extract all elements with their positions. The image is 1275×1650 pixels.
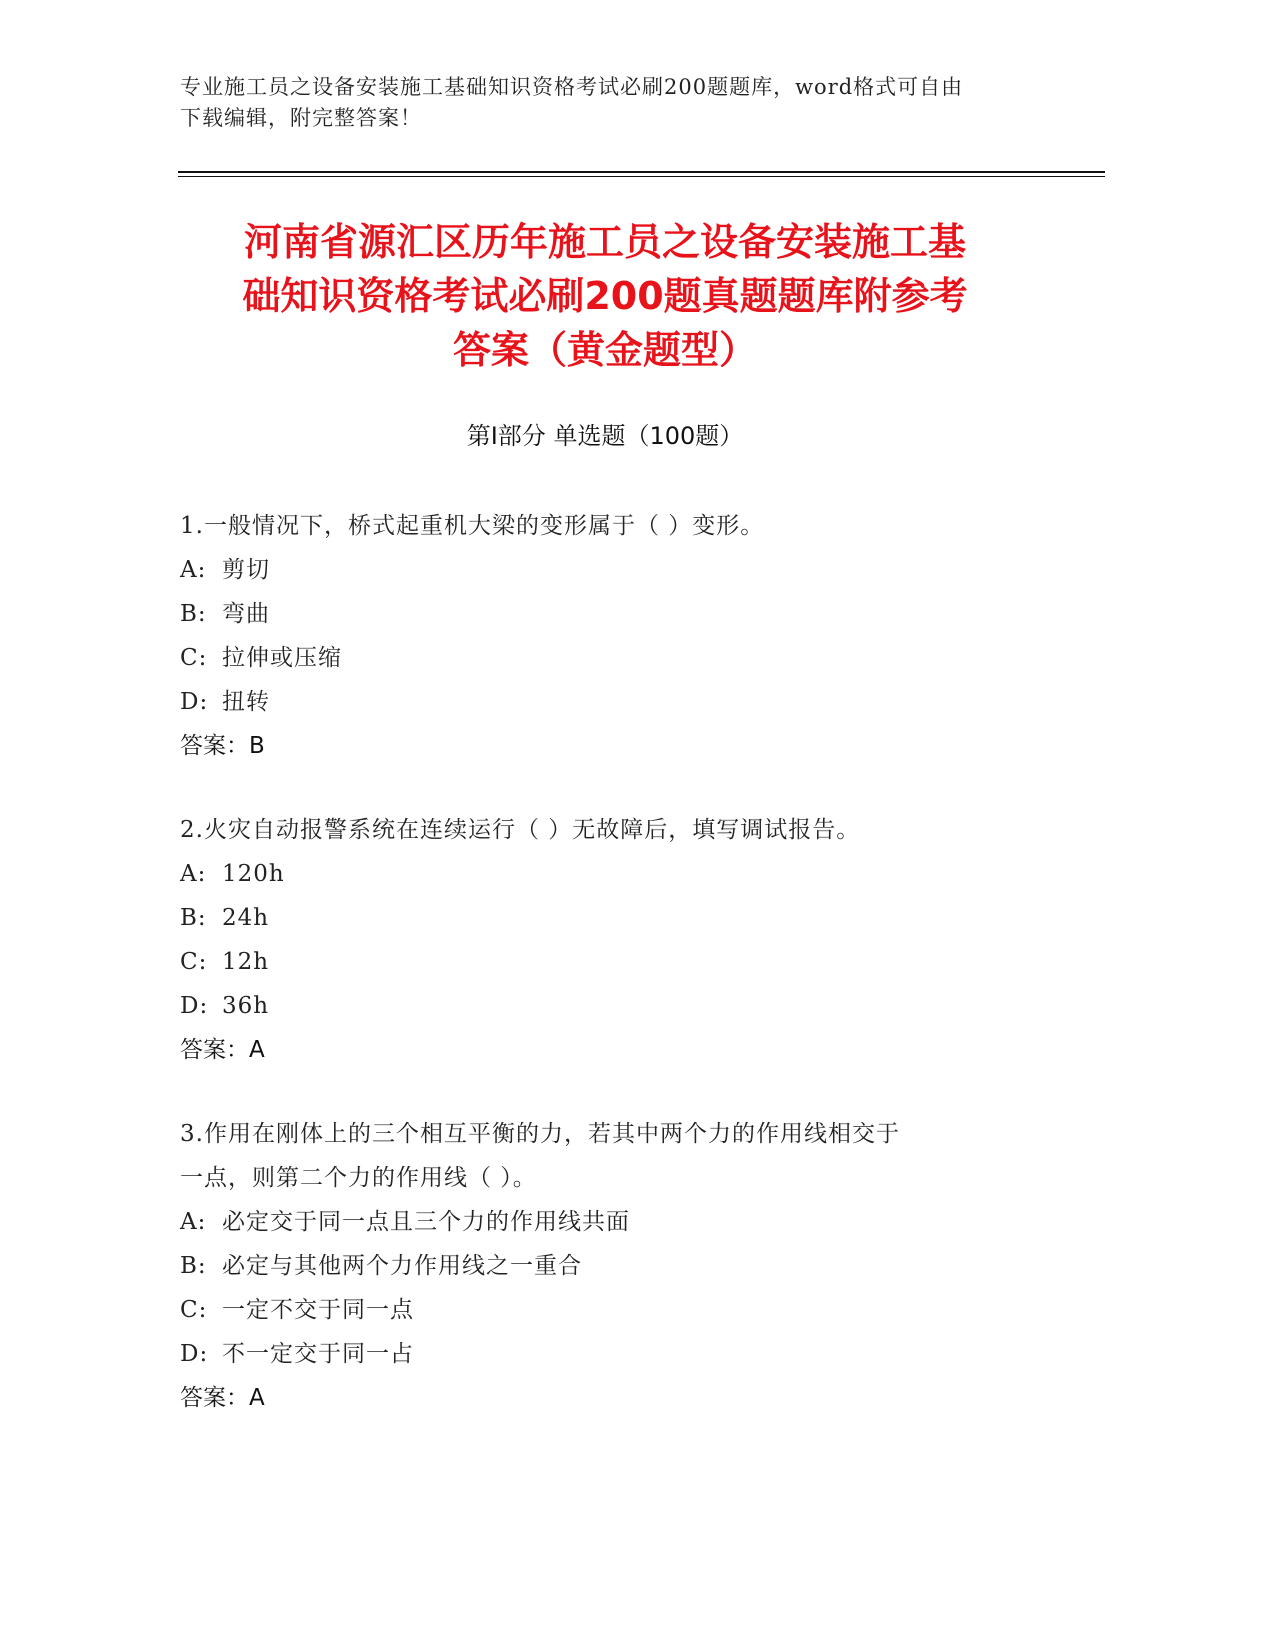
question-stem: 3.作用在刚体上的三个相互平衡的力，若其中两个力的作用线相交于 — [180, 1121, 900, 1147]
option-key: D: — [180, 993, 209, 1019]
question-option — [180, 896, 1060, 940]
header-note — [180, 72, 1060, 134]
question-answer: 答案：A — [180, 1037, 265, 1063]
option-key: C: — [180, 949, 208, 975]
option-text: 扭转 — [222, 689, 270, 715]
option-text: 24h — [222, 905, 270, 931]
option-text: 不一定交于同一占 — [222, 1341, 414, 1367]
option-text: 必定与其他两个力作用线之一重合 — [222, 1253, 582, 1279]
question-option — [180, 548, 1060, 592]
option-text: 必定交于同一点且三个力的作用线共面 — [222, 1209, 630, 1235]
question-item — [180, 808, 1060, 1072]
document-title-line-3: 答案（黄金题型） — [452, 328, 757, 372]
question-option — [180, 1288, 1060, 1332]
option-key: C: — [180, 645, 208, 671]
header-divider-thin — [178, 176, 1105, 177]
question-option — [180, 852, 1060, 896]
question-option — [180, 940, 1060, 984]
option-text: 36h — [222, 993, 270, 1019]
question-stem: 2.火灾自动报警系统在连续运行（ ）无故障后，填写调试报告。 — [180, 817, 861, 843]
question-option — [180, 636, 1060, 680]
option-text: 12h — [222, 949, 270, 975]
question-answer: 答案：B — [180, 733, 265, 759]
option-key: A: — [180, 1209, 207, 1235]
section-heading: 第Ⅰ部分 单选题（100题） — [466, 422, 744, 450]
option-key: D: — [180, 689, 209, 715]
option-text: 120h — [222, 861, 285, 887]
question-option — [180, 592, 1060, 636]
question-stem-continuation: 一点，则第二个力的作用线（ ）。 — [180, 1165, 537, 1191]
option-key: C: — [180, 1297, 208, 1323]
question-item — [180, 504, 1060, 768]
option-text: 拉伸或压缩 — [222, 645, 342, 671]
header-divider-thick — [178, 171, 1105, 173]
question-option — [180, 1332, 1060, 1376]
option-key: B: — [180, 601, 207, 627]
document-title — [180, 215, 1030, 377]
question-stem: 1.一般情况下，桥式起重机大梁的变形属于（ ）变形。 — [180, 513, 765, 539]
option-key: B: — [180, 905, 207, 931]
option-text: 剪切 — [222, 557, 270, 583]
question-item — [180, 1112, 1060, 1420]
header-note-line-2: 下载编辑，附完整答案！ — [180, 106, 422, 130]
question-option — [180, 1244, 1060, 1288]
option-key: B: — [180, 1253, 207, 1279]
question-option — [180, 984, 1060, 1028]
question-option — [180, 680, 1060, 724]
option-key: A: — [180, 861, 207, 887]
option-text: 弯曲 — [222, 601, 270, 627]
question-option — [180, 1200, 1060, 1244]
question-answer: 答案：A — [180, 1385, 265, 1411]
option-key: D: — [180, 1341, 209, 1367]
document-title-line-1: 河南省源汇区历年施工员之设备安装施工基 — [243, 220, 966, 264]
option-key: A: — [180, 557, 207, 583]
option-text: 一定不交于同一点 — [222, 1297, 414, 1323]
document-title-line-2: 础知识资格考试必刷200题真题题库附参考 — [242, 274, 968, 318]
header-note-line-1: 专业施工员之设备安装施工基础知识资格考试必刷200题题库，word格式可自由 — [180, 75, 964, 99]
